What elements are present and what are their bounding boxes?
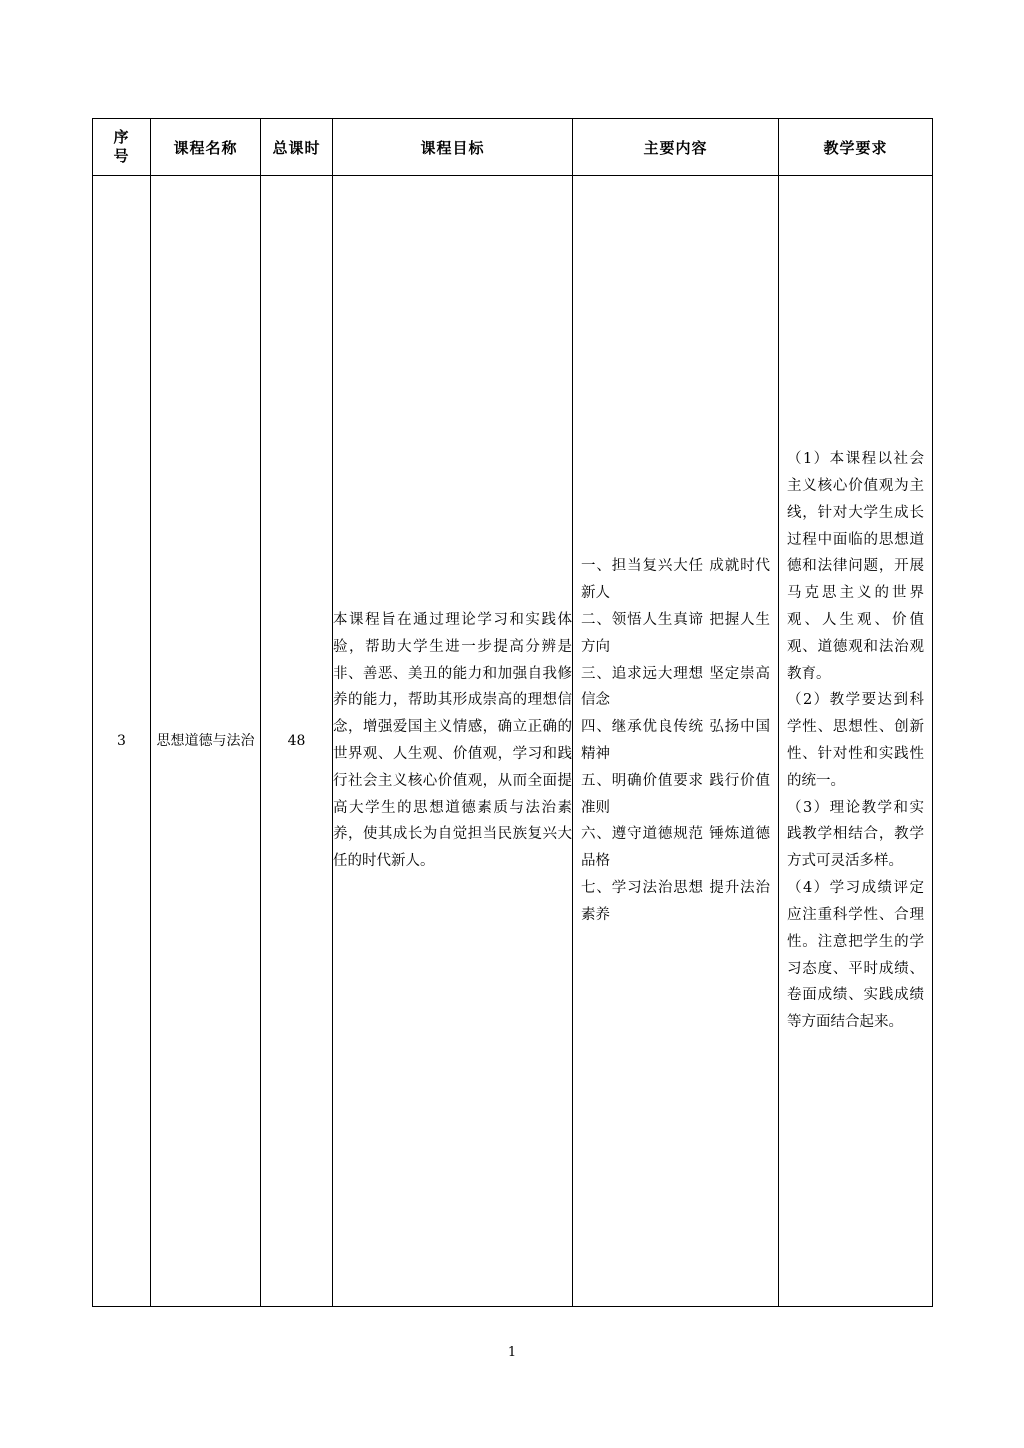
- main-content-item: 六、遵守道德规范 锤炼道德品格: [581, 826, 770, 870]
- page-number: 1: [507, 1345, 517, 1360]
- main-content-item: 四、继承优良传统 弘扬中国精神: [581, 719, 770, 762]
- teaching-requirement-item: （2）教学要达到科学性、思想性、创新性、针对性和实践性的统一。: [787, 692, 924, 789]
- column-header-main-content: 主要内容: [573, 119, 779, 176]
- table-row: [93, 176, 933, 1307]
- teaching-requirements-list: [779, 438, 932, 1044]
- cell-course-goal: [333, 176, 573, 1307]
- main-content-item: 一、担当复兴大任 成就时代新人: [581, 558, 770, 602]
- column-header-teaching-requirements: 教学要求: [779, 119, 933, 176]
- cell-total-hours: 48: [261, 176, 333, 1307]
- cell-no: 3: [93, 176, 151, 1307]
- teaching-requirement-item: （4）学习成绩评定应注重科学性、合理性。注意把学生的学习态度、平时成绩、卷面成绩、实践成绩等方面结合起来。: [787, 880, 924, 1031]
- column-header-course-goal: 课程目标: [333, 119, 573, 176]
- cell-teaching-requirements: [779, 176, 933, 1307]
- cell-main-content: [573, 176, 779, 1307]
- main-content-item: 三、追求远大理想 坚定崇高信念: [581, 665, 770, 709]
- cell-course-name: 思想道德与法治: [151, 176, 261, 1307]
- main-content-item: 七、学习法治思想 提升法治素养: [581, 880, 770, 923]
- course-table: [92, 118, 933, 1307]
- course-goal-text: 本课程旨在通过理论学习和实践体验，帮助大学生进一步提高分辨是非、善恶、美丑的能力和加强自我修养的能力，帮助其形成崇高的理想信念，增强爱国主义情感，确立正确的世界观、人生观、价值观，学习和践行社会主义核心价值观，从而全面提高大学生的思想道德素质与法治素养，使其成长为自觉担当民族复兴大任的时代新人。: [333, 611, 572, 870]
- column-header-total-hours: 总课时: [261, 119, 333, 176]
- course-table-container: [92, 118, 932, 1307]
- main-content-item: 二、领悟人生真谛 把握人生方向: [581, 611, 770, 655]
- column-header-no-line2: 号: [113, 147, 130, 165]
- main-content-item: 五、明确价值要求 践行价值准则: [581, 772, 770, 816]
- table-header: [93, 119, 933, 176]
- table-body: [93, 176, 933, 1307]
- teaching-requirement-item: （3）理论教学和实践教学相结合，教学方式可灵活多样。: [787, 799, 924, 870]
- column-header-course-name: 课程名称: [151, 119, 261, 176]
- table-header-row: [93, 119, 933, 176]
- teaching-requirement-item: （1）本课程以社会主义核心价值观为主线，针对大学生成长过程中面临的思想道德和法律问题，开展马克思主义的世界观、人生观、价值观、道德观和法治观教育。: [787, 451, 924, 682]
- column-header-no: [93, 119, 151, 176]
- column-header-no-line1: 序: [113, 128, 130, 147]
- main-content-list: [573, 545, 778, 936]
